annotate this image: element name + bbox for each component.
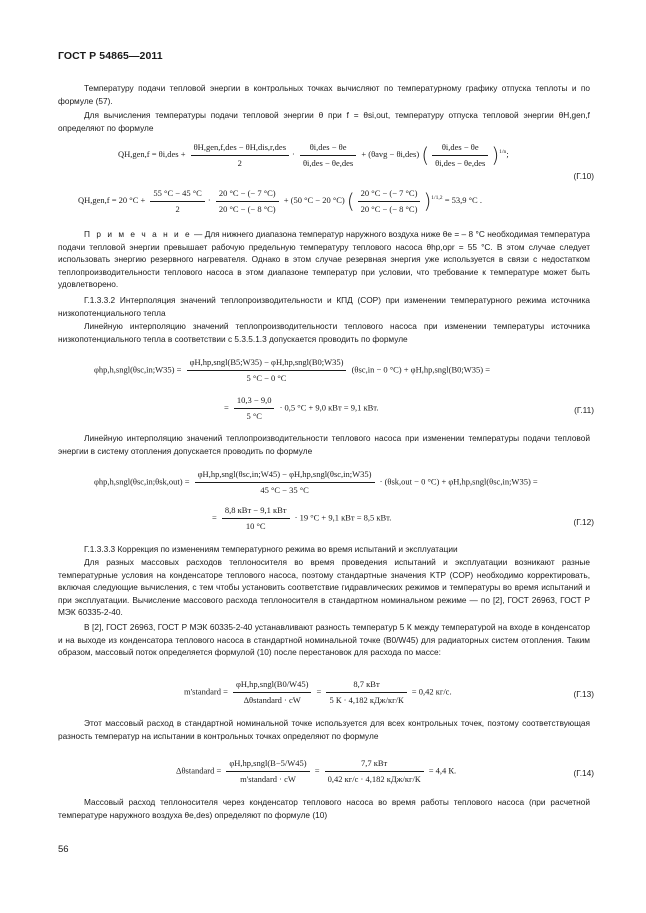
equation-number: (Г.14) [573,768,594,778]
equation-g10 [58,136,594,228]
paragraph-formula-intro: Для вычисления температуры подачи тепловой энергии θ при f = θsi,out, температуру отпуска тепловой энергии θH,gen,f определяют по формуле [58,110,590,133]
equation-number: (Г.13) [573,689,594,699]
fraction: $\frac{\text{8,8 кВт − 9,1 кВт}}{10 ^\circ C}$ [222,504,290,533]
note [58,228,590,291]
fraction: $\frac{10,3 - 9,0}{5 ^\circ C}$ [234,394,275,423]
equation-g12-line2: = $\frac{\text{8,8 кВт − 9,1 кВт}}{10 ^\circ C}$ · 19 °C + 9,1 кВт = 8,5 кВт. [212,505,392,531]
paragraph-correction: Для разных массовых расходов теплоносителя во время проведения испытаний и эксплуатации возникают разные температурные условия на конденсаторе теплового насоса, поэтому стандартные значения KTP (COP) необходимо корректировать, включая следующие вычисления, с тем чтобы установить соответствие гидравлических режимов и температуры во время испытаний и при эксплуатации. Вычисление массового расхода теплоносителя в стандартном номинальном режиме — по [2], ГОСТ 26963, ГОСТ Р МЭК 60335-2-40. [58,557,590,618]
equation-number: (Г.12) [573,517,594,527]
equation-g13 [58,676,594,716]
paragraph-interpolation-supply: Линейную интерполяцию значений теплопроизводительности теплового насоса при изменении температуры подачи тепловой энергии в систему отопления допускается проводить по формуле [58,433,590,456]
fraction: $\frac{\text{φH,hp,sngl(B5;W35) − φH,hp,sngl(B0;W35)}}{5 ^\circ C - 0 ^\circ C}$ [187,356,347,385]
fraction: $\frac{\text{φH,hp,sngl(B0/W45)}}{\text{Δθstandard · cW}}$ [233,678,311,707]
paragraph-standard-point: Этот массовый расход в стандартной номинальной точке используется для всех контрольных точек, поэтому соответствующая разность температур на испытании в контрольных точках определяют по формуле [58,718,590,741]
fraction: $\frac{\text{θi,des − θe}}{\text{θi,des − θe,des}}$ [300,141,356,170]
equation-number: (Г.11) [574,405,594,415]
equation-g12 [58,464,594,542]
paragraph-intro: Температуру подачи тепловой энергии в контрольных точках вычисляют по температурному графику отпуска теплоты и по формуле (57). [58,83,590,106]
fraction: $\frac{\text{θi,des − θe}}{\text{θi,des − θe,des}}$ [432,141,488,170]
paragraph-design-flow: Массовый расход теплоносителя через конденсатор теплового насоса во время работы теплового насоса (при расчетной температуре наружного воздуха θe,des) определяют по формуле (10) [58,797,590,820]
equation-g10-line1: QH,gen,f = θi,des + $\frac{\text{θH,gen,f,des − θH,dis,r,des}}{2}$ · $\frac{\text{θi,des − θe}}{\text{θi,des − θe,des}}$ + (θavg − θi,des) ( $\frac{\text{θi,des − θe}}{\text{θi,des − θe,des}}$ )$^{1/n}$; [118,141,509,168]
note-label: П р и м е ч а н и е [84,229,192,239]
equation-g13-line: m'standard = $\frac{\text{φH,hp,sngl(B0/W45)}}{\text{Δθstandard · cW}}$ = $\frac{\text{8,7 кВт}}{\text{5 К · 4,182 кДж/кг/К}}$ = 0,42 кг/с. [184,679,452,705]
fraction: $\frac{\text{φH,hp,sngl(θsc,in;W45) − φH,hp,sngl(θsc,in;W35)}}{45 ^\circ C - 35 ^\circ C}$ [195,468,375,497]
fraction: $\frac{\text{7,7 кВт}}{\text{0,42 кг/с · 4,182 кДж/кг/К}}$ [325,757,424,786]
equation-g11-line2: = $\frac{10,3 - 9,0}{5 ^\circ C}$ · 0,5 °C + 9,0 кВт = 9,1 кВт. [224,395,379,421]
equation-g10-line2: QH,gen,f = 20 °C + $\frac{55 ^\circ C - 45 ^\circ C}{2}$ · $\frac{20 ^\circ C - (- 7 ^\circ C)}{20 ^\circ C - (- 8 ^\circ C)}$ + (50 °C − 20 °C) ( $\frac{20 ^\circ C - (- 7 ^\circ C)}{20 ^\circ C - (- 8 ^\circ C)}$ )$^{1/1,2}$ = 53,9 °C . [78,187,482,214]
equation-g14 [58,755,594,795]
document-header: ГОСТ Р 54865—2011 [58,50,163,62]
equation-g11 [58,352,594,432]
fraction: $\frac{55 ^\circ C - 45 ^\circ C}{2}$ [150,187,204,216]
equation-g11-line1: φhp,h,sngl(θsc,in;W35) = $\frac{\text{φH,hp,sngl(B5;W35) − φH,hp,sngl(B0;W35)}}{5 ^\circ C - 0 ^\circ C}$ (θsc,in − 0 °C) + φH,hp,sngl(B0;W35) = [94,357,491,383]
section-heading-g1333: Г.1.3.3.3 Коррекция по изменениям температурного режима во время испытаний и эксплуатации [84,544,458,554]
fraction: $\frac{20 ^\circ C - (- 7 ^\circ C)}{20 ^\circ C - (- 8 ^\circ C)}$ [358,187,421,216]
equation-g14-line: Δθstandard = $\frac{\text{φH,hp,sngl(B−5/W45)}}{\text{m'standard · cW}}$ = $\frac{\text{7,7 кВт}}{\text{0,42 кг/с · 4,182 кДж/кг/К}}$ = 4,4 К. [176,758,457,784]
fraction: $\frac{\text{8,7 кВт}}{\text{5 К · 4,182 кДж/кг/К}}$ [326,678,406,707]
equation-g12-line1: φhp,h,sngl(θsc,in;θsk,out) = $\frac{\text{φH,hp,sngl(θsc,in;W45) − φH,hp,sngl(θsc,in;W35)}}{45 ^\circ C - 35 ^\circ C}$ · (θsk,out − 0 °C) + φH,hp,sngl(θsc,in;W35) = [94,469,538,495]
paragraph-mass-flow: В [2], ГОСТ 26963, ГОСТ Р МЭК 60335-2-40 устанавливают разность температур 5 К между температурой на входе в конденсатор и на выходе из конденсатора теплового насоса в стандартной номинальной точке (B0/W45) для радиаторных систем отопления. Таким образом, массовый поток определяется формулой (10) после перестановок для расхода по массе: [58,622,590,658]
fraction: $\frac{\text{φH,hp,sngl(B−5/W45)}}{\text{m'standard · cW}}$ [226,757,309,786]
note-text: — Для нижнего диапазона температур наружного воздуха ниже θe = – 8 °С необходимая температура подачи тепловой энергии превышает рабочую предельную температуру теплового насоса θhp,opr = 55 °С. В этом случае следует использовать энергию резервного нагревателя. Однако в этом случае резервная энергия уже используется в связи с недостатком теплопроизводительности теплового насоса в этом диапазоне температур при условии, что требование к температуре может быть удовлетворено. [58,229,591,290]
page-number: 56 [58,844,69,855]
section-heading-g1332: Г.1.3.3.2 Интерполяция значений теплопроизводительности и КПД (COP) при изменении температурного режима источника низкопотенциального тепла [58,295,590,318]
fraction: $\frac{\text{θH,gen,f,des − θH,dis,r,des}}{2}$ [191,141,289,170]
paragraph-interpolation-source: Линейную интерполяцию значений теплопроизводительности теплового насоса при изменении температуры источника низкопотенциального тепла в соответствии с 5.3.5.1.3 допускается проводить по формуле [58,321,590,344]
fraction: $\frac{20 ^\circ C - (- 7 ^\circ C)}{20 ^\circ C - (- 8 ^\circ C)}$ [216,187,279,216]
equation-number: (Г.10) [573,171,594,181]
